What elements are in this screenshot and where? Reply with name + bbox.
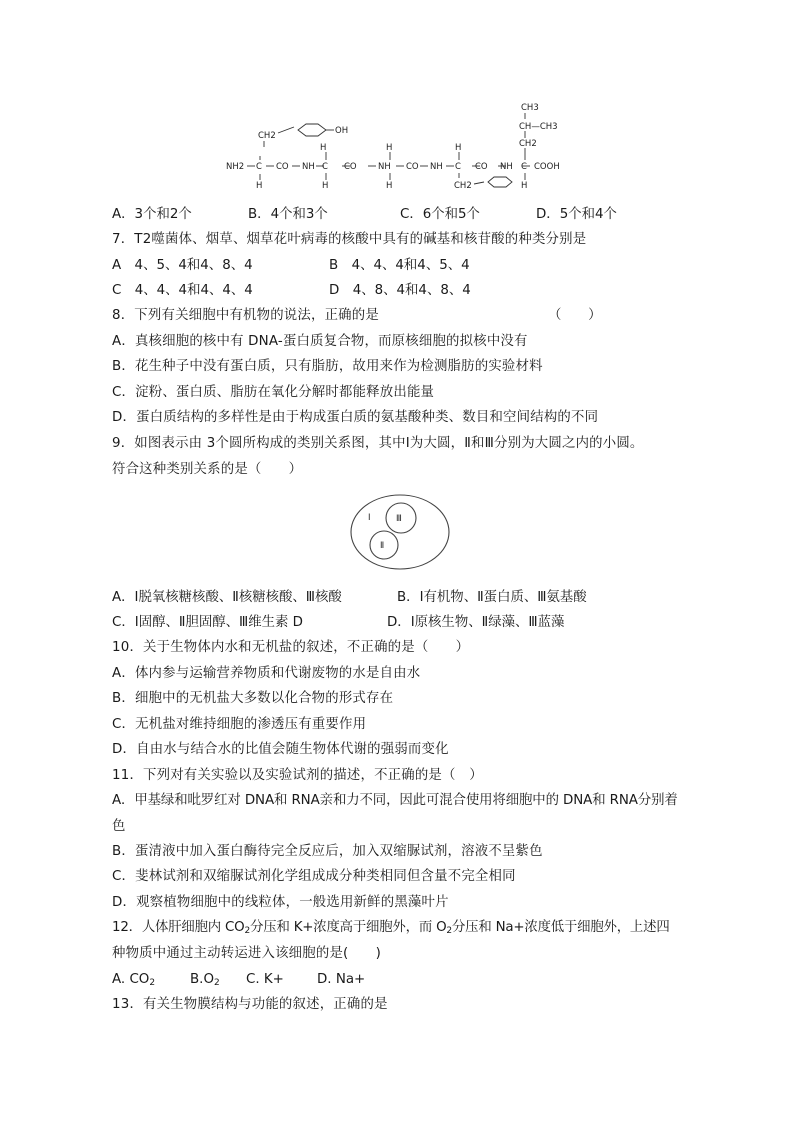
q12-co2-subscript: 2 <box>244 926 251 936</box>
label-nh3: NH <box>430 162 443 172</box>
label-c4: C <box>455 162 461 172</box>
q12-option-b <box>190 971 220 992</box>
label-ch2-phe: CH2 <box>454 181 472 191</box>
q12-o2-subscript: 2 <box>446 926 452 936</box>
label-h-gly1-bottom: H <box>322 181 329 191</box>
q12-stem-line1 <box>112 919 670 940</box>
q12-option-a <box>112 971 155 992</box>
q8-stem: 8．下列有关细胞中有机物的说法，正确的是 <box>112 308 379 323</box>
q8-option-c: C．淀粉、蛋白质、脂肪在氧化分解时都能释放出能量 <box>112 385 435 400</box>
label-co4: CO <box>475 162 488 172</box>
label-nh2: NH2 <box>226 162 245 172</box>
q8-answer-paren: （ ） <box>548 308 602 323</box>
q12-stem-line2: 种物质中通过主动转运进入该细胞的是( ) <box>112 946 382 961</box>
label-h-gly1-top: H <box>320 143 327 153</box>
q9-option-a: A．Ⅰ脱氧核糖核酸、Ⅱ核糖核酸、Ⅲ核酸 <box>112 590 342 605</box>
q10-option-c: C．无机盐对维持细胞的渗透压有重要作用 <box>112 717 367 732</box>
label-cooh: COOH <box>534 162 560 172</box>
q7-option-a: A 4、5、4和4、8、4 <box>112 258 253 273</box>
q12-stem-part3: 分压和 Na+浓度低于细胞外，上述四 <box>451 920 670 935</box>
q9-option-c: C．Ⅰ固醇、Ⅱ胆固醇、Ⅲ维生素 D <box>112 615 303 630</box>
label-co3: CO <box>406 162 419 172</box>
label-nh2b: NH <box>378 162 391 172</box>
label-oh: OH <box>335 126 349 136</box>
q7-option-c: C 4、4、4和4、4、4 <box>112 283 253 298</box>
label-co2: CO <box>344 162 357 172</box>
q11-stem: 11．下列对有关实验以及实验试剂的描述，不正确的是（ ） <box>112 768 483 783</box>
label-nh1: NH <box>302 162 315 172</box>
q9-option-d: D．Ⅰ原核生物、Ⅱ绿藻、Ⅲ蓝藻 <box>387 615 565 630</box>
q7-stem: 7．T2噬菌体、烟草、烟草花叶病毒的核酸中具有的碱基和核苷酸的种类分别是 <box>112 232 587 247</box>
label-ch-ch3: CH—CH3 <box>519 122 558 132</box>
q11-option-a-line1: A．甲基绿和吡罗红对 DNA和 RNA亲和力不同，因此可混合使用将细胞中的 DNA和 RNA分别着 <box>112 793 678 808</box>
q12-option-b-text: B.O <box>190 972 214 987</box>
q11-option-b: B．蛋清液中加入蛋白酶待完全反应后，加入双缩脲试剂，溶液不呈紫色 <box>112 844 543 859</box>
q6-option-d: D．5个和4个 <box>536 207 617 222</box>
label-h-c5-bottom: H <box>521 181 528 191</box>
diagram-label-iii: Ⅲ <box>396 514 402 524</box>
label-c2: C <box>322 162 328 172</box>
q12-option-a-text: A. CO <box>112 972 150 987</box>
label-ch2-tyr: CH2 <box>258 131 276 141</box>
q11-option-d: D．观察植物细胞中的线粒体，一般选用新鲜的黑藻叶片 <box>112 895 449 910</box>
q6-option-c: C．6个和5个 <box>400 207 480 222</box>
q8-option-d: D．蛋白质结构的多样性是由于构成蛋白质的氨基酸种类、数目和空间结构的不同 <box>112 410 599 425</box>
q10-option-a: A．体内参与运输营养物质和代谢废物的水是自由水 <box>112 666 421 681</box>
diagram-label-i: Ⅰ <box>368 513 371 523</box>
q6-option-b: B．4个和3个 <box>248 207 328 222</box>
q8-option-a: A．真核细胞的核中有 DNA-蛋白质复合物，而原核细胞的拟核中没有 <box>112 334 528 349</box>
label-h-gly2-bottom: H <box>386 181 393 191</box>
q9-stem-line1: 9．如图表示由 3个圆所构成的类别关系图，其中Ⅰ为大圆，Ⅱ和Ⅲ分别为大圆之内的小圆。 <box>112 436 644 451</box>
q9-option-b: B．Ⅰ有机物、Ⅱ蛋白质、Ⅲ氨基酸 <box>397 590 587 605</box>
q11-option-a-line2: 色 <box>112 819 126 834</box>
label-h-phe-top: H <box>455 143 462 153</box>
q12-option-c: C. K+ <box>246 972 284 987</box>
label-c1: C <box>256 162 262 172</box>
label-co1: CO <box>276 162 289 172</box>
label-c5: C <box>521 162 527 172</box>
q12-option-d: D. Na+ <box>317 972 366 987</box>
q11-option-c: C．斐林试剂和双缩脲试剂化学组成成分种类相同但含量不完全相同 <box>112 869 516 884</box>
q10-stem: 10．关于生物体内水和无机盐的叙述，不正确的是（ ） <box>112 640 470 655</box>
q6-option-a: A．3个和2个 <box>112 207 192 222</box>
peptide-structure-diagram <box>222 98 582 192</box>
label-h-gly2-top: H <box>386 143 393 153</box>
q12-option-b-subscript: 2 <box>213 978 220 988</box>
label-ch2-leu: CH2 <box>519 139 537 149</box>
q7-option-d: D 4、8、4和4、8、4 <box>329 283 471 298</box>
label-nh4: NH <box>500 162 513 172</box>
q12-option-a-subscript: 2 <box>149 978 156 988</box>
label-ch3-top: CH3 <box>521 103 539 113</box>
q8-option-b: B．花生种子中没有蛋白质，只有脂肪，故用来作为检测脂肪的实验材料 <box>112 359 543 374</box>
q12-stem-part2: 分压和 K+浓度高于细胞外，而 O <box>250 920 447 935</box>
q10-option-b: B．细胞中的无机盐大多数以化合物的形式存在 <box>112 691 394 706</box>
label-h-c1-bottom: H <box>256 181 263 191</box>
q13-stem: 13．有关生物膜结构与功能的叙述，正确的是 <box>112 997 388 1012</box>
circle-relation-diagram <box>346 492 454 576</box>
q9-stem-line2: 符合这种类别关系的是（ ） <box>112 462 303 477</box>
q10-option-d: D．自由水与结合水的比值会随生物体代谢的强弱而变化 <box>112 742 449 757</box>
diagram-label-ii: Ⅱ <box>380 541 385 551</box>
q12-stem-part1: 12．人体肝细胞内 CO <box>112 920 245 935</box>
q7-option-b: B 4、4、4和4、5、4 <box>329 258 470 273</box>
